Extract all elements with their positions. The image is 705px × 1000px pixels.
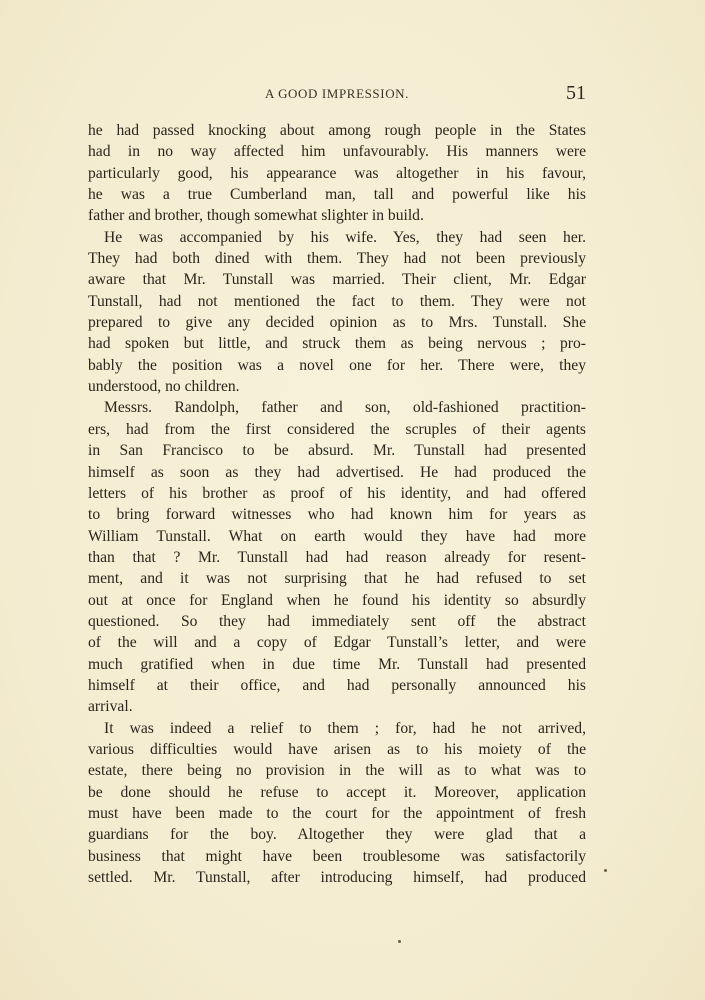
running-head [88,82,586,108]
body-text [88,120,586,888]
text-line: than that ? Mr. Tunstall had had reason already for resent- [88,548,586,566]
text-line: understood, no children. [88,378,240,396]
text-line: must have been made to the court for the appointment of fresh [88,805,586,822]
text-line: aware that Mr. Tunstall was married. Their client, Mr. Edgar [88,271,586,289]
text-line: William Tunstall. What on earth would they have had more [88,527,586,545]
text-line: be done should he refuse to accept it. Moreover, application [88,783,586,801]
text-line: letters of his brother as proof of his identity, and had offered [88,484,586,502]
text-line: settled. Mr. Tunstall, after introducing himself, had produced [88,869,586,887]
text-line: himself at their office, and had personally announced his [88,676,586,694]
text-line: questioned. So they had immediately sent off the abstract [88,612,586,630]
text-line: particularly good, his appearance was altogether in his favour, [88,164,586,182]
text-line: himself as soon as they had advertised. He had produced the [88,463,586,481]
text-line: various difficulties would have arisen as to his moiety of the [88,740,586,758]
text-line: prepared to give any decided opinion as to Mrs. Tunstall. She [88,314,586,332]
paragraph [88,227,586,398]
text-line: ers, had from the first considered the scruples of their agents [88,420,586,438]
paragraph [88,718,586,889]
text-line: ment, and it was not surprising that he had refused to set [88,570,586,588]
text-line: Tunstall, had not mentioned the fact to them. They were not [88,292,586,310]
text-line: out at once for England when he found his identity so absurdly [88,591,586,609]
text-line: had spoken but little, and struck them as being nervous ; pro- [88,335,586,353]
text-line: They had both dined with them. They had not been previously [88,250,586,268]
text-line: Messrs. Randolph, father and son, old-fashioned practition- [104,399,586,417]
text-line: to bring forward witnesses who had known him for years as [88,506,586,524]
page-number: 51 [566,82,586,104]
text-line: It was indeed a relief to them ; for, had he not arrived, [104,719,586,737]
text-line: business that might have been troublesome was satisfactorily [88,847,586,865]
paragraph [88,120,586,227]
text-line: arrival. [88,698,133,716]
text-line: bably the position was a novel one for her. There were, they [88,356,586,374]
text-line: in San Francisco to be absurd. Mr. Tunstall had presented [88,442,586,460]
text-line: of the will and a copy of Edgar Tunstall’s letter, and were [88,634,586,652]
paragraph [88,397,586,717]
text-line: He was accompanied by his wife. Yes, they had seen her. [104,228,586,246]
text-line: much gratified when in due time Mr. Tunstall had presented [88,655,586,673]
ink-speck [398,940,401,943]
running-title: A GOOD IMPRESSION. [264,86,410,101]
text-line: had in no way affected him unfavourably. His manners were [88,143,586,161]
text-line: father and brother, though somewhat slighter in build. [88,207,424,225]
text-line: he was a true Cumberland man, tall and powerful like his [88,186,586,204]
ink-speck [604,869,607,872]
text-line: he had passed knocking about among rough people in the States [88,122,586,139]
text-line: estate, there being no provision in the will as to what was to [88,762,586,780]
text-line: guardians for the boy. Altogether they were glad that a [88,826,586,844]
